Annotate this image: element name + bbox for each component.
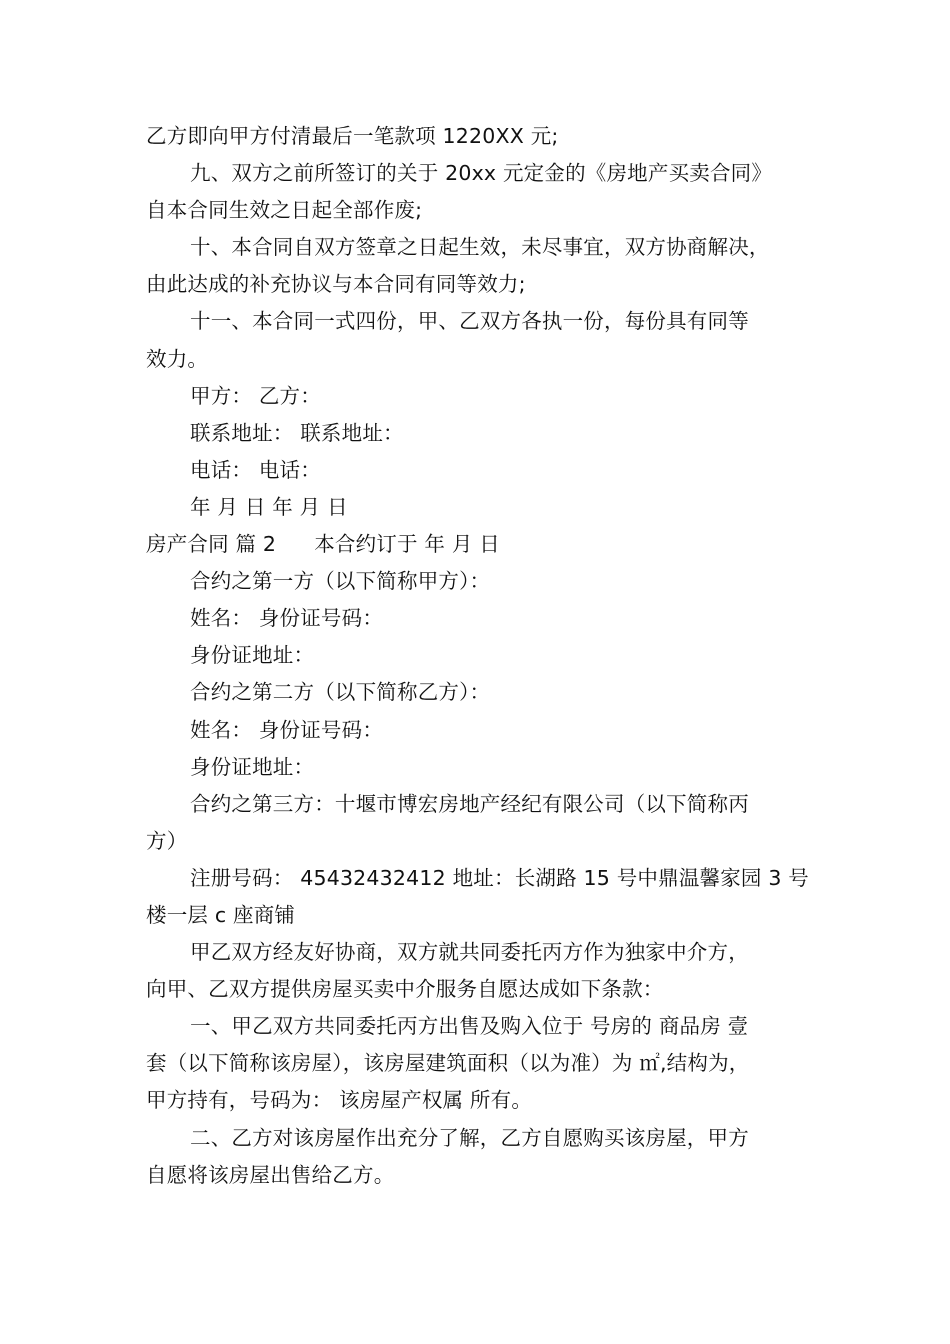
text-line: 合约之第一方（以下简称甲方）： [190, 569, 491, 594]
document-body [146, 118, 826, 1194]
text-line: 甲方持有，号码为： 该房屋产权属 所有。 [146, 1088, 533, 1113]
text-line: 身份证地址： [190, 643, 315, 668]
text-line: 十一、本合同一式四份，甲、乙双方各执一份，每份具有同等 [190, 309, 749, 334]
text-line: 十、本合同自双方签章之日起生效，未尽事宜，双方协商解决， [190, 235, 770, 260]
contract-date-line: 本合约订于 年 月 日 [314, 532, 500, 557]
text-line: 注册号码： 45432432412 地址：长湖路 15 号中鼎温馨家园 3 号 [190, 865, 809, 890]
text-line: 套（以下简称该房屋），该房屋建筑面积（以为准）为 ㎡,结构为， [146, 1051, 750, 1076]
text-line: 楼一层 c 座商铺 [146, 902, 296, 927]
text-line: 合约之第二方（以下简称乙方）： [190, 680, 491, 705]
signature-address-labels: 联系地址： 联系地址： [190, 420, 404, 445]
signature-phone-labels: 电话： 电话： [190, 457, 321, 482]
text-line: 身份证地址： [190, 754, 315, 779]
text-line: 甲乙双方经友好协商，双方就共同委托丙方作为独家中介方， [190, 940, 749, 965]
text-line: 方） [146, 828, 188, 853]
text-line: 姓名： 身份证号码： [190, 606, 384, 631]
text-line: 姓名： 身份证号码： [190, 717, 384, 742]
signature-party-labels: 甲方： 乙方： [190, 383, 321, 408]
section-heading: 房产合同 篇 2 [146, 532, 277, 557]
text-line: 由此达成的补充协议与本合同有同等效力; [146, 272, 526, 297]
text-line: 九、双方之前所签订的关于 20xx 元定金的《房地产买卖合同》 [190, 161, 773, 186]
text-line: 向甲、乙双方提供房屋买卖中介服务自愿达成如下条款： [146, 977, 664, 1002]
text-line: 效力。 [146, 346, 209, 371]
text-line: 乙方即向甲方付清最后一笔款项 1220XX 元; [146, 124, 559, 148]
section-heading-line [146, 526, 826, 563]
text-line: 二、乙方对该房屋作出充分了解，乙方自愿购买该房屋，甲方 [190, 1125, 749, 1150]
text-line: 自本合同生效之日起全部作废; [146, 198, 423, 223]
text-line: 自愿将该房屋出售给乙方。 [146, 1162, 395, 1187]
text-line: 一、甲乙双方共同委托丙方出售及购入位于 号房的 商品房 壹 [190, 1014, 749, 1039]
text-line: 合约之第三方：十堰市博宏房地产经纪有限公司（以下简称丙 [190, 791, 749, 816]
signature-date-labels: 年 月 日 年 月 日 [190, 494, 348, 519]
